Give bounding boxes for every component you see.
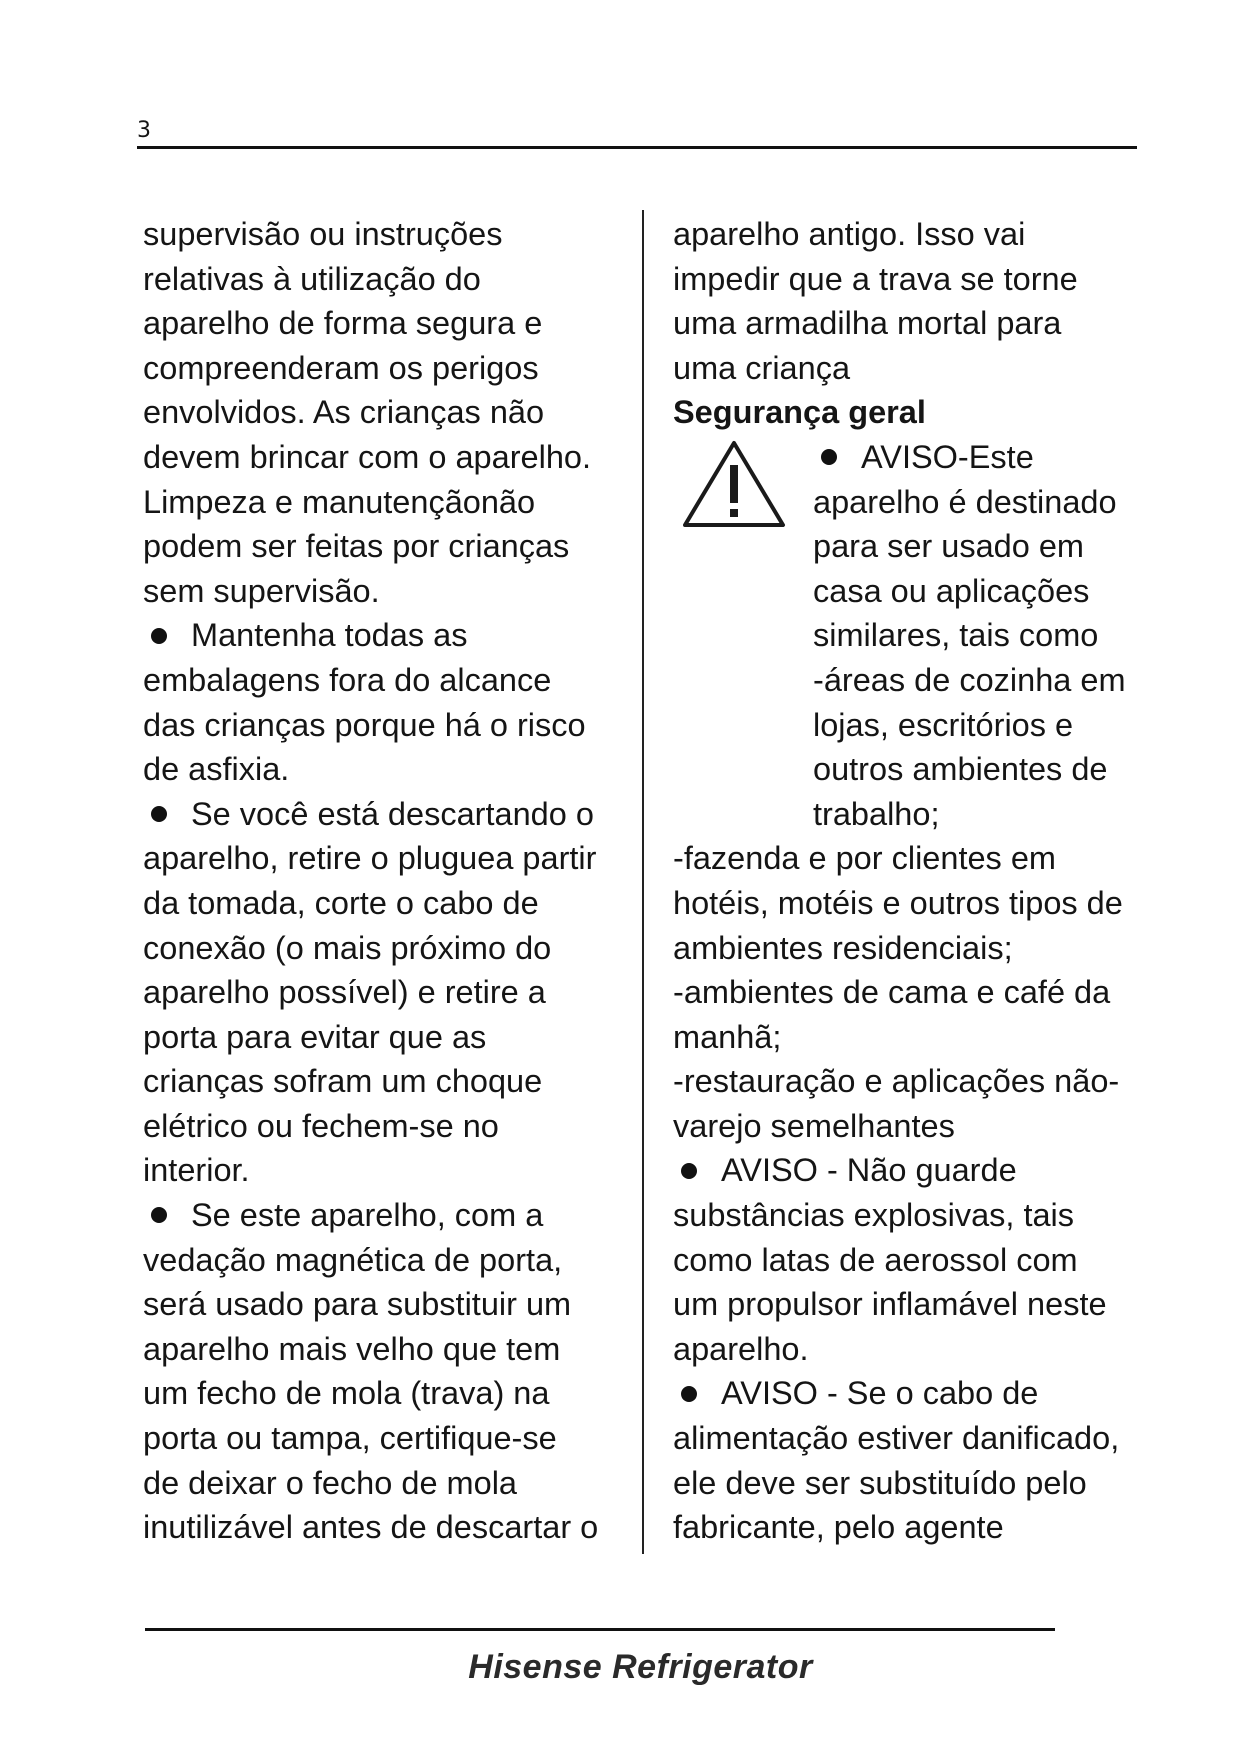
- bullet-line: [673, 1148, 1145, 1193]
- bullet-dot-icon: [151, 1207, 167, 1223]
- text-line: porta para evitar que as: [143, 1018, 487, 1055]
- text-line: porta ou tampa, certifique-se: [143, 1420, 557, 1457]
- text-line: -áreas de cozinha em: [813, 661, 1126, 698]
- text-line: -restauração e aplicações não-: [673, 1063, 1120, 1100]
- text-line: para ser usado em: [813, 528, 1084, 565]
- text-line: como latas de aerossol com: [673, 1241, 1078, 1278]
- text-line: compreenderam os perigos: [143, 349, 539, 386]
- header-rule: [137, 146, 1137, 149]
- text-line: vedação magnética de porta,: [143, 1241, 563, 1278]
- warning-triangle-icon: [679, 435, 789, 535]
- bullet-text: AVISO-Este: [861, 438, 1034, 475]
- bullet-dot-icon: [681, 1163, 697, 1179]
- bullet-text: AVISO - Não guarde: [721, 1152, 1017, 1189]
- text-line: das crianças porque há o risco: [143, 706, 586, 743]
- text-line: inutilizável antes de descartar o: [143, 1509, 599, 1546]
- text-line: Limpeza e manutençãonão: [143, 483, 536, 520]
- right-column: [673, 212, 1145, 1550]
- text-line: substâncias explosivas, tais: [673, 1197, 1075, 1234]
- text-line: devem brincar com o aparelho.: [143, 438, 592, 475]
- bullet-dot-icon: [681, 1386, 697, 1402]
- text-line: aparelho antigo. Isso vai: [673, 216, 1026, 252]
- text-line: aparelho.: [673, 1330, 809, 1367]
- text-line: relativas à utilização do: [143, 260, 481, 297]
- bullet-text: Mantenha todas as: [191, 617, 468, 654]
- text-line: podem ser feitas por crianças: [143, 528, 570, 565]
- text-line: será usado para substituir um: [143, 1286, 572, 1323]
- text-line: hotéis, motéis e outros tipos de: [673, 884, 1123, 921]
- page-number: 3: [137, 118, 151, 143]
- text-line: similares, tais como: [813, 617, 1099, 654]
- bullet-text: Se você está descartando o: [191, 795, 594, 832]
- text-line: alimentação estiver danificado,: [673, 1420, 1120, 1457]
- warning-block: [673, 435, 1145, 836]
- text-line: aparelho de forma segura e: [143, 305, 543, 342]
- left-column: [143, 212, 623, 1550]
- bullet-text: Se este aparelho, com a: [191, 1197, 544, 1234]
- text-line: casa ou aplicações: [813, 572, 1090, 609]
- text-line: manhã;: [673, 1018, 782, 1055]
- text-line: de deixar o fecho de mola: [143, 1464, 517, 1501]
- text-line: sem supervisão.: [143, 572, 380, 609]
- text-line: ele deve ser substituído pelo: [673, 1464, 1087, 1501]
- text-line: fabricante, pelo agente: [673, 1509, 1004, 1546]
- text-line: crianças sofram um choque: [143, 1063, 543, 1100]
- bullet-dot-icon: [151, 806, 167, 822]
- text-line: ambientes residenciais;: [673, 929, 1013, 966]
- bullet-line: [813, 435, 1145, 480]
- text-line: elétrico ou fechem-se no: [143, 1107, 499, 1144]
- text-line: envolvidos. As crianças não: [143, 394, 545, 431]
- text-line: uma armadilha mortal para: [673, 305, 1062, 342]
- bullet-dot-icon: [151, 628, 167, 644]
- bullet-line: [143, 792, 623, 837]
- text-line: de asfixia.: [143, 751, 290, 788]
- bullet-text: AVISO - Se o cabo de: [721, 1375, 1039, 1412]
- text-line: supervisão ou instruções: [143, 216, 503, 252]
- text-line: outros ambientes de: [813, 751, 1108, 788]
- text-line: um propulsor inflamável neste: [673, 1286, 1107, 1323]
- text-line: conexão (o mais próximo do: [143, 929, 552, 966]
- text-line: lojas, escritórios e: [813, 706, 1074, 743]
- warning-text: [813, 435, 1145, 836]
- text-line: -fazenda e por clientes em: [673, 840, 1056, 877]
- text-line: uma criança: [673, 349, 851, 386]
- bullet-line: [143, 613, 623, 658]
- footer-rule: [145, 1628, 1055, 1631]
- text-line: um fecho de mola (trava) na: [143, 1375, 550, 1412]
- text-line: interior.: [143, 1152, 250, 1189]
- text-line: -ambientes de cama e café da: [673, 974, 1111, 1011]
- text-line: varejo semelhantes: [673, 1107, 955, 1144]
- bullet-line: [143, 1193, 623, 1238]
- text-line: aparelho é destinado: [813, 483, 1117, 520]
- bullet-line: [673, 1371, 1145, 1416]
- section-heading: Segurança geral: [673, 394, 926, 431]
- text-line: aparelho mais velho que tem: [143, 1330, 561, 1367]
- column-divider: [642, 210, 644, 1554]
- text-line: aparelho possível) e retire a: [143, 974, 546, 1011]
- bullet-dot-icon: [821, 449, 837, 465]
- text-line: embalagens fora do alcance: [143, 661, 552, 698]
- text-line: aparelho, retire o pluguea partir: [143, 840, 597, 877]
- text-line: trabalho;: [813, 795, 940, 832]
- brand-logo: Hisense Refrigerator: [468, 1648, 813, 1686]
- text-line: impedir que a trava se torne: [673, 260, 1078, 297]
- text-line: da tomada, corte o cabo de: [143, 884, 539, 921]
